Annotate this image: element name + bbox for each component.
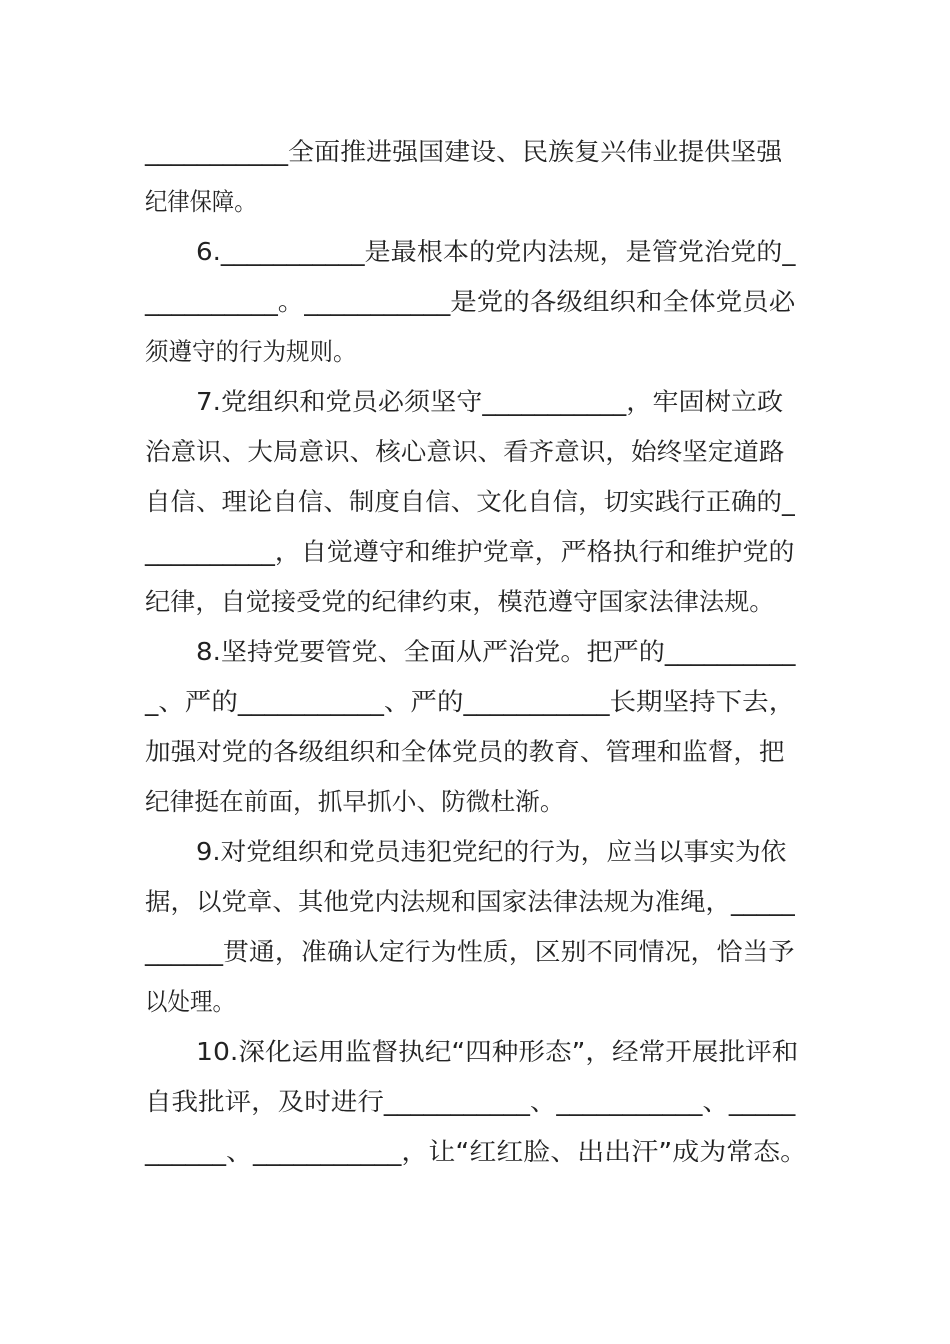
text-line-10: 纪律，自觉接受党的纪律约束，模范遵守国家法律法规。 [145, 587, 775, 616]
text-line-16: 据，以党章、其他党内法规和国家法律法规为准绳，_____ [145, 887, 795, 916]
text-line-13: 加强对党的各级组织和全体党员的教育、管理和监督，把 [145, 737, 785, 766]
text-line-9: __________，自觉遵守和维护党章，严格执行和维护党的 [145, 537, 795, 566]
text-line-12: _、严的___________、严的___________长期坚持下去， [145, 687, 796, 716]
text-line-4: __________。___________是党的各级组织和全体党员必 [145, 287, 796, 316]
text-line-14: 纪律挺在前面，抓早抓小、防微杜渐。 [145, 787, 565, 816]
text-line-18: 以处理。 [145, 987, 235, 1016]
text-line-11: 8.坚持党要管党、全面从严治党。把严的__________ [196, 637, 796, 666]
text-line-21: ______、___________，让“红红脸、出出汗”成为常态。 [145, 1137, 808, 1166]
text-line-8: 自信、理论自信、制度自信、文化自信，切实践行正确的_ [145, 487, 795, 516]
text-line-15: 9.对党组织和党员违犯党纪的行为，应当以事实为依 [196, 837, 787, 866]
text-line-3: 6.___________是最根本的党内法规，是管党治党的_ [196, 237, 796, 266]
text-line-5: 须遵守的行为规则。 [145, 337, 357, 366]
text-line-7: 治意识、大局意识、核心意识、看齐意识，始终坚定道路 [145, 437, 785, 466]
text-line-1: ___________全面推进强国建设、民族复兴伟业提供坚强 [145, 137, 783, 166]
text-line-17: ______贯通，准确认定行为性质，区别不同情况，恰当予 [145, 937, 795, 966]
text-line-6: 7.党组织和党员必须坚守___________，牢固树立政 [196, 387, 784, 416]
text-line-20: 自我批评，及时进行___________、___________、_____ [145, 1087, 796, 1116]
text-line-2: 纪律保障。 [145, 187, 257, 216]
text-line-19: 10.深化运用监督执纪“四种形态”，经常开展批评和 [196, 1037, 799, 1066]
